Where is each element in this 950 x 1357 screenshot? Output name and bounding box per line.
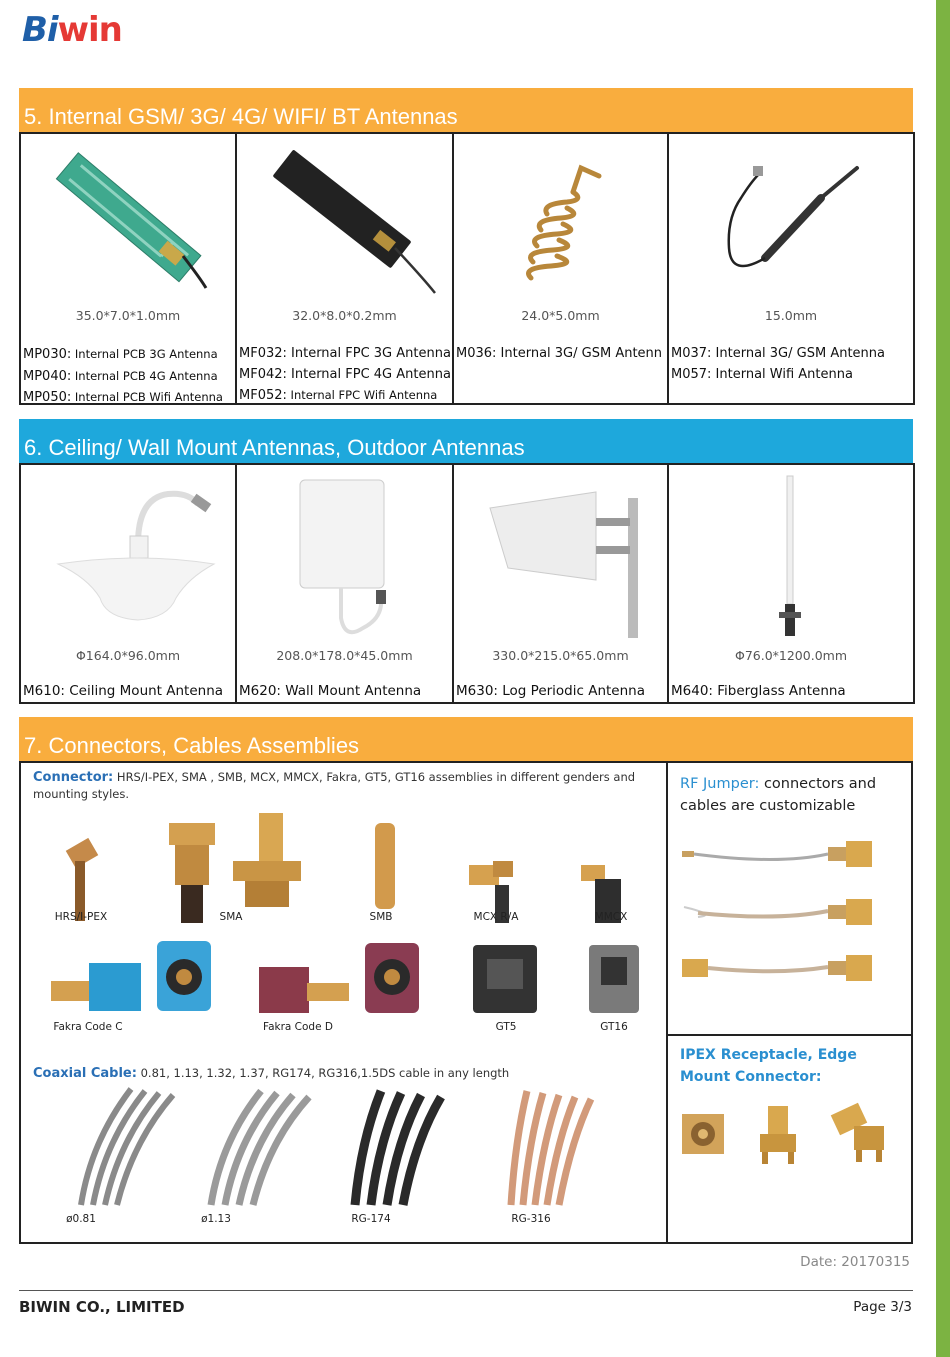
connector-text: HRS/I-PEX, SMA , SMB, MCX, MMCX, Fakra, GT5, GT16 assemblies in different genders and mounting styles. [33, 770, 636, 801]
cable-rg174 [355, 1091, 441, 1205]
hrs-ipex-connector [66, 838, 99, 921]
dimension-label: 32.0*8.0*0.2mm [292, 308, 397, 323]
internal-whip-antenna-image [669, 134, 913, 302]
dimension-label: 330.0*215.0*65.0mm [492, 648, 629, 663]
connector-catalog-panel [21, 763, 668, 1242]
model-list: M037: Internal 3G/ GSM Antenna M057: Internal Wifi Antenna [671, 346, 885, 382]
footer-divider [19, 1290, 913, 1291]
dimension-label: Φ164.0*96.0mm [75, 648, 181, 663]
connector-label: Connector: [33, 770, 114, 785]
caption-fakra-d: Fakra Code D [263, 1021, 333, 1033]
caption-rg174: RG-174 [351, 1213, 391, 1225]
product-cell-pcb [20, 133, 236, 404]
product-cell-fpc [236, 133, 453, 404]
logo-part-win: win [57, 10, 122, 50]
model-list: MF032: Internal FPC 3G Antenna MF042: Internal FPC 4G Antenna MF052: Internal FPC Wifi Antenna [239, 346, 451, 403]
cable-label: Coaxial Cable: [33, 1066, 137, 1081]
rf-jumper-description: RF Jumper: connectors and cables are customizable [680, 776, 877, 814]
gt5-connector [473, 945, 537, 1013]
ipex-connectors-image [676, 1098, 904, 1168]
spring-antenna-image [454, 134, 667, 302]
caption-rg316: RG-316 [511, 1213, 551, 1225]
jumper-2 [684, 899, 872, 925]
caption-mmcx: MMCX [594, 911, 628, 923]
product-cell-logperiodic [453, 464, 668, 703]
caption-cable-081: ø0.81 [66, 1213, 96, 1225]
smb-connector [375, 823, 395, 909]
caption-fakra-c: Fakra Code C [53, 1021, 123, 1033]
caption-smb: SMB [369, 911, 393, 923]
company-name: BIWIN CO., LIMITED [19, 1298, 185, 1316]
jumper-3 [682, 955, 872, 981]
ipex-receptacle-panel [668, 1036, 911, 1242]
fakra-c-connector [51, 941, 211, 1011]
section-7-header [19, 717, 913, 761]
dimension-label: 15.0mm [764, 308, 818, 323]
model-name: M610: Ceiling Mount Antenna [23, 683, 224, 699]
cable-samples-image [21, 1081, 666, 1209]
pcb-antenna-image [21, 134, 235, 302]
section-5-header [19, 88, 913, 132]
ipex-title: IPEX Receptacle, Edge Mount Connector: [680, 1047, 857, 1085]
rf-jumper-image [678, 835, 906, 985]
model-name: M620: Wall Mount Antenna [239, 683, 422, 699]
section-6-header [19, 419, 913, 463]
model-list: M036: Internal 3G/ GSM Antenn [456, 346, 663, 361]
caption-hrs-ipex: HRS/I-PEX [54, 911, 108, 923]
jumper-1 [682, 841, 872, 867]
page-number: Page 3/3 [853, 1299, 912, 1315]
cable-description [33, 1065, 643, 1082]
model-name: M630: Log Periodic Antenna [456, 683, 645, 699]
dimension-label: 35.0*7.0*1.0mm [75, 308, 181, 323]
connector-description [33, 769, 643, 802]
cable-text: 0.81, 1.13, 1.32, 1.37, RG174, RG316,1.5DS cable in any length [136, 1066, 510, 1080]
logo-part-bi: Bi [22, 10, 58, 50]
ceiling-antenna-image [21, 465, 235, 641]
caption-sma: SMA [219, 911, 243, 923]
fiberglass-antenna-image [669, 465, 913, 641]
dimension-label: Φ76.0*1200.0mm [734, 648, 847, 663]
dimension-label: 208.0*178.0*45.0mm [276, 648, 413, 663]
cable-081 [81, 1089, 173, 1205]
outdoor-antenna-table [19, 463, 915, 704]
section-5-title: 5. Internal GSM/ 3G/ 4G/ WIFI/ BT Antennas [24, 104, 458, 129]
ipex-receptacle [682, 1114, 724, 1154]
wall-antenna-image [237, 465, 452, 641]
page-edge-strip [936, 0, 950, 1357]
rf-jumper-panel [668, 763, 911, 1036]
sma-connector [169, 823, 215, 923]
product-cell-fiberglass [668, 464, 914, 703]
product-cell-wall [236, 464, 453, 703]
connectors-box [19, 761, 913, 1244]
cable-rg316 [511, 1091, 591, 1205]
log-periodic-antenna-image [454, 465, 667, 641]
section-6-title: 6. Ceiling/ Wall Mount Antennas, Outdoor Antennas [24, 435, 525, 460]
biwin-logo [22, 10, 122, 50]
fakra-d-connector [259, 943, 419, 1013]
internal-antenna-table [19, 132, 915, 405]
document-date: Date: 20170315 [800, 1254, 910, 1270]
edge-mount-connector [760, 1106, 796, 1164]
rf-jumper-label: RF Jumper: [680, 776, 760, 792]
model-list: MP030: Internal PCB 3G Antenna MP040: Internal PCB 4G Antenna MP050: Internal PCB Wifi Antenna [23, 347, 223, 404]
caption-gt5: GT5 [495, 1021, 517, 1033]
gt16-connector [589, 945, 639, 1013]
product-cell-ceiling [20, 464, 236, 703]
caption-gt16: GT16 [600, 1021, 628, 1033]
sma-bulkhead-connector [233, 813, 301, 907]
dimension-label: 24.0*5.0mm [521, 308, 600, 323]
fpc-antenna-image [237, 134, 452, 302]
product-cell-whip [668, 133, 914, 404]
model-name: M640: Fiberglass Antenna [671, 683, 846, 699]
cable-113 [211, 1091, 309, 1205]
caption-mcx-ra: MCX R/A [473, 911, 519, 923]
fakra-row-image [21, 937, 666, 1021]
caption-cable-113: ø1.13 [201, 1213, 231, 1225]
section-7-title: 7. Connectors, Cables Assemblies [24, 733, 360, 758]
connector-row-image [21, 813, 666, 923]
product-cell-spring [453, 133, 668, 404]
right-angle-connector [831, 1103, 884, 1162]
